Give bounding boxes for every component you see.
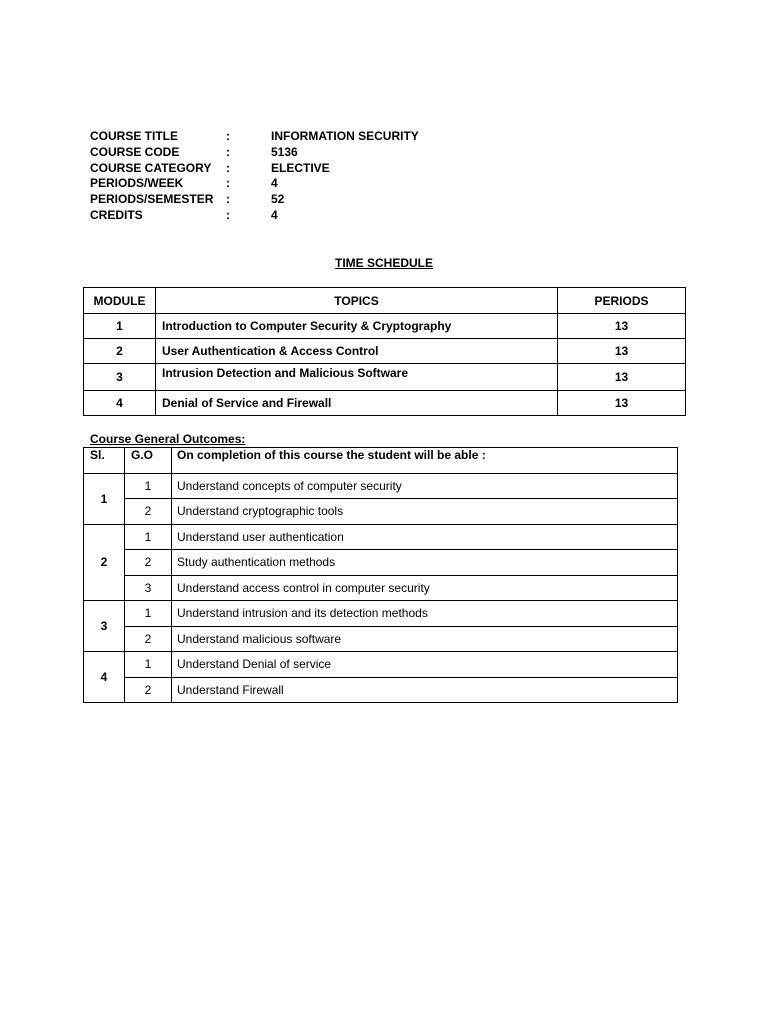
outcome-cell: Understand malicious software (172, 626, 678, 652)
course-info-row (90, 176, 419, 192)
table-header-row (84, 448, 678, 474)
time-schedule-table (83, 287, 686, 416)
module-cell: 4 (84, 391, 156, 416)
course-info (90, 129, 419, 224)
go-cell: 2 (125, 626, 172, 652)
info-label: COURSE TITLE (90, 129, 179, 143)
info-value: ELECTIVE (271, 160, 330, 175)
go-cell: 2 (125, 499, 172, 525)
info-colon: : (226, 207, 230, 222)
course-info-row (90, 145, 419, 161)
outcome-cell: Understand cryptographic tools (172, 499, 678, 525)
outcome-cell: Understand intrusion and its detection methods (172, 601, 678, 627)
outcome-cell: Understand user authentication (172, 524, 678, 550)
course-info-row (90, 161, 419, 177)
periods-cell: 13 (558, 391, 686, 416)
table-row (84, 499, 678, 525)
periods-cell: 13 (558, 364, 686, 391)
column-header-module: MODULE (84, 288, 156, 314)
module-cell: 1 (84, 314, 156, 339)
info-value: 52 (271, 192, 285, 207)
column-header-outcome: On completion of this course the student will be able : (172, 448, 678, 474)
table-header-row (84, 288, 686, 314)
topic-cell: User Authentication & Access Control (156, 339, 558, 364)
sl-cell: 1 (84, 473, 125, 524)
course-info-row (90, 192, 419, 208)
column-header-periods: PERIODS (558, 288, 686, 314)
course-outcomes-title: Course General Outcomes: (90, 432, 246, 446)
table-row (84, 677, 678, 703)
outcome-cell: Understand Denial of service (172, 652, 678, 678)
info-colon: : (226, 176, 230, 191)
course-outcomes-table (83, 447, 678, 703)
course-info-row (90, 208, 419, 224)
go-cell: 1 (125, 601, 172, 627)
go-cell: 1 (125, 473, 172, 499)
time-schedule-title: TIME SCHEDULE (334, 256, 433, 270)
outcome-cell: Understand access control in computer security (172, 575, 678, 601)
table-row (84, 575, 678, 601)
info-value: 5136 (271, 144, 298, 159)
info-value: 4 (271, 176, 278, 191)
outcome-cell: Understand concepts of computer security (172, 473, 678, 499)
outcome-cell: Understand Firewall (172, 677, 678, 703)
table-row (84, 339, 686, 364)
column-header-sl: Sl. (84, 448, 125, 474)
sl-cell: 2 (84, 524, 125, 601)
table-row (84, 364, 686, 391)
go-cell: 1 (125, 652, 172, 678)
info-colon: : (226, 192, 230, 207)
course-info-row (90, 129, 419, 145)
topic-cell: Intrusion Detection and Malicious Software (156, 364, 558, 391)
column-header-topics: TOPICS (156, 288, 558, 314)
sl-cell: 4 (84, 652, 125, 703)
info-label: COURSE CODE (90, 144, 180, 159)
table-row (84, 473, 678, 499)
topic-cell: Introduction to Computer Security & Cryptography (156, 314, 558, 339)
table-row (84, 601, 678, 627)
info-colon: : (226, 160, 230, 175)
go-cell: 2 (125, 677, 172, 703)
table-row (84, 524, 678, 550)
sl-cell: 3 (84, 601, 125, 652)
info-label: PERIODS/SEMESTER (90, 192, 214, 207)
info-label: CREDITS (90, 207, 143, 222)
go-cell: 1 (125, 524, 172, 550)
info-value: 4 (271, 207, 278, 222)
table-row (84, 391, 686, 416)
module-cell: 3 (84, 364, 156, 391)
table-row (84, 550, 678, 576)
topic-cell: Denial of Service and Firewall (156, 391, 558, 416)
info-colon: : (226, 144, 230, 159)
column-header-go: G.O (125, 448, 172, 474)
go-cell: 3 (125, 575, 172, 601)
periods-cell: 13 (558, 314, 686, 339)
periods-cell: 13 (558, 339, 686, 364)
module-cell: 2 (84, 339, 156, 364)
outcome-cell: Study authentication methods (172, 550, 678, 576)
table-row (84, 626, 678, 652)
go-cell: 2 (125, 550, 172, 576)
info-colon: : (226, 129, 230, 143)
info-value: INFORMATION SECURITY (271, 129, 419, 143)
table-row (84, 652, 678, 678)
table-row (84, 314, 686, 339)
info-label: COURSE CATEGORY (90, 160, 212, 175)
info-label: PERIODS/WEEK (90, 176, 184, 191)
